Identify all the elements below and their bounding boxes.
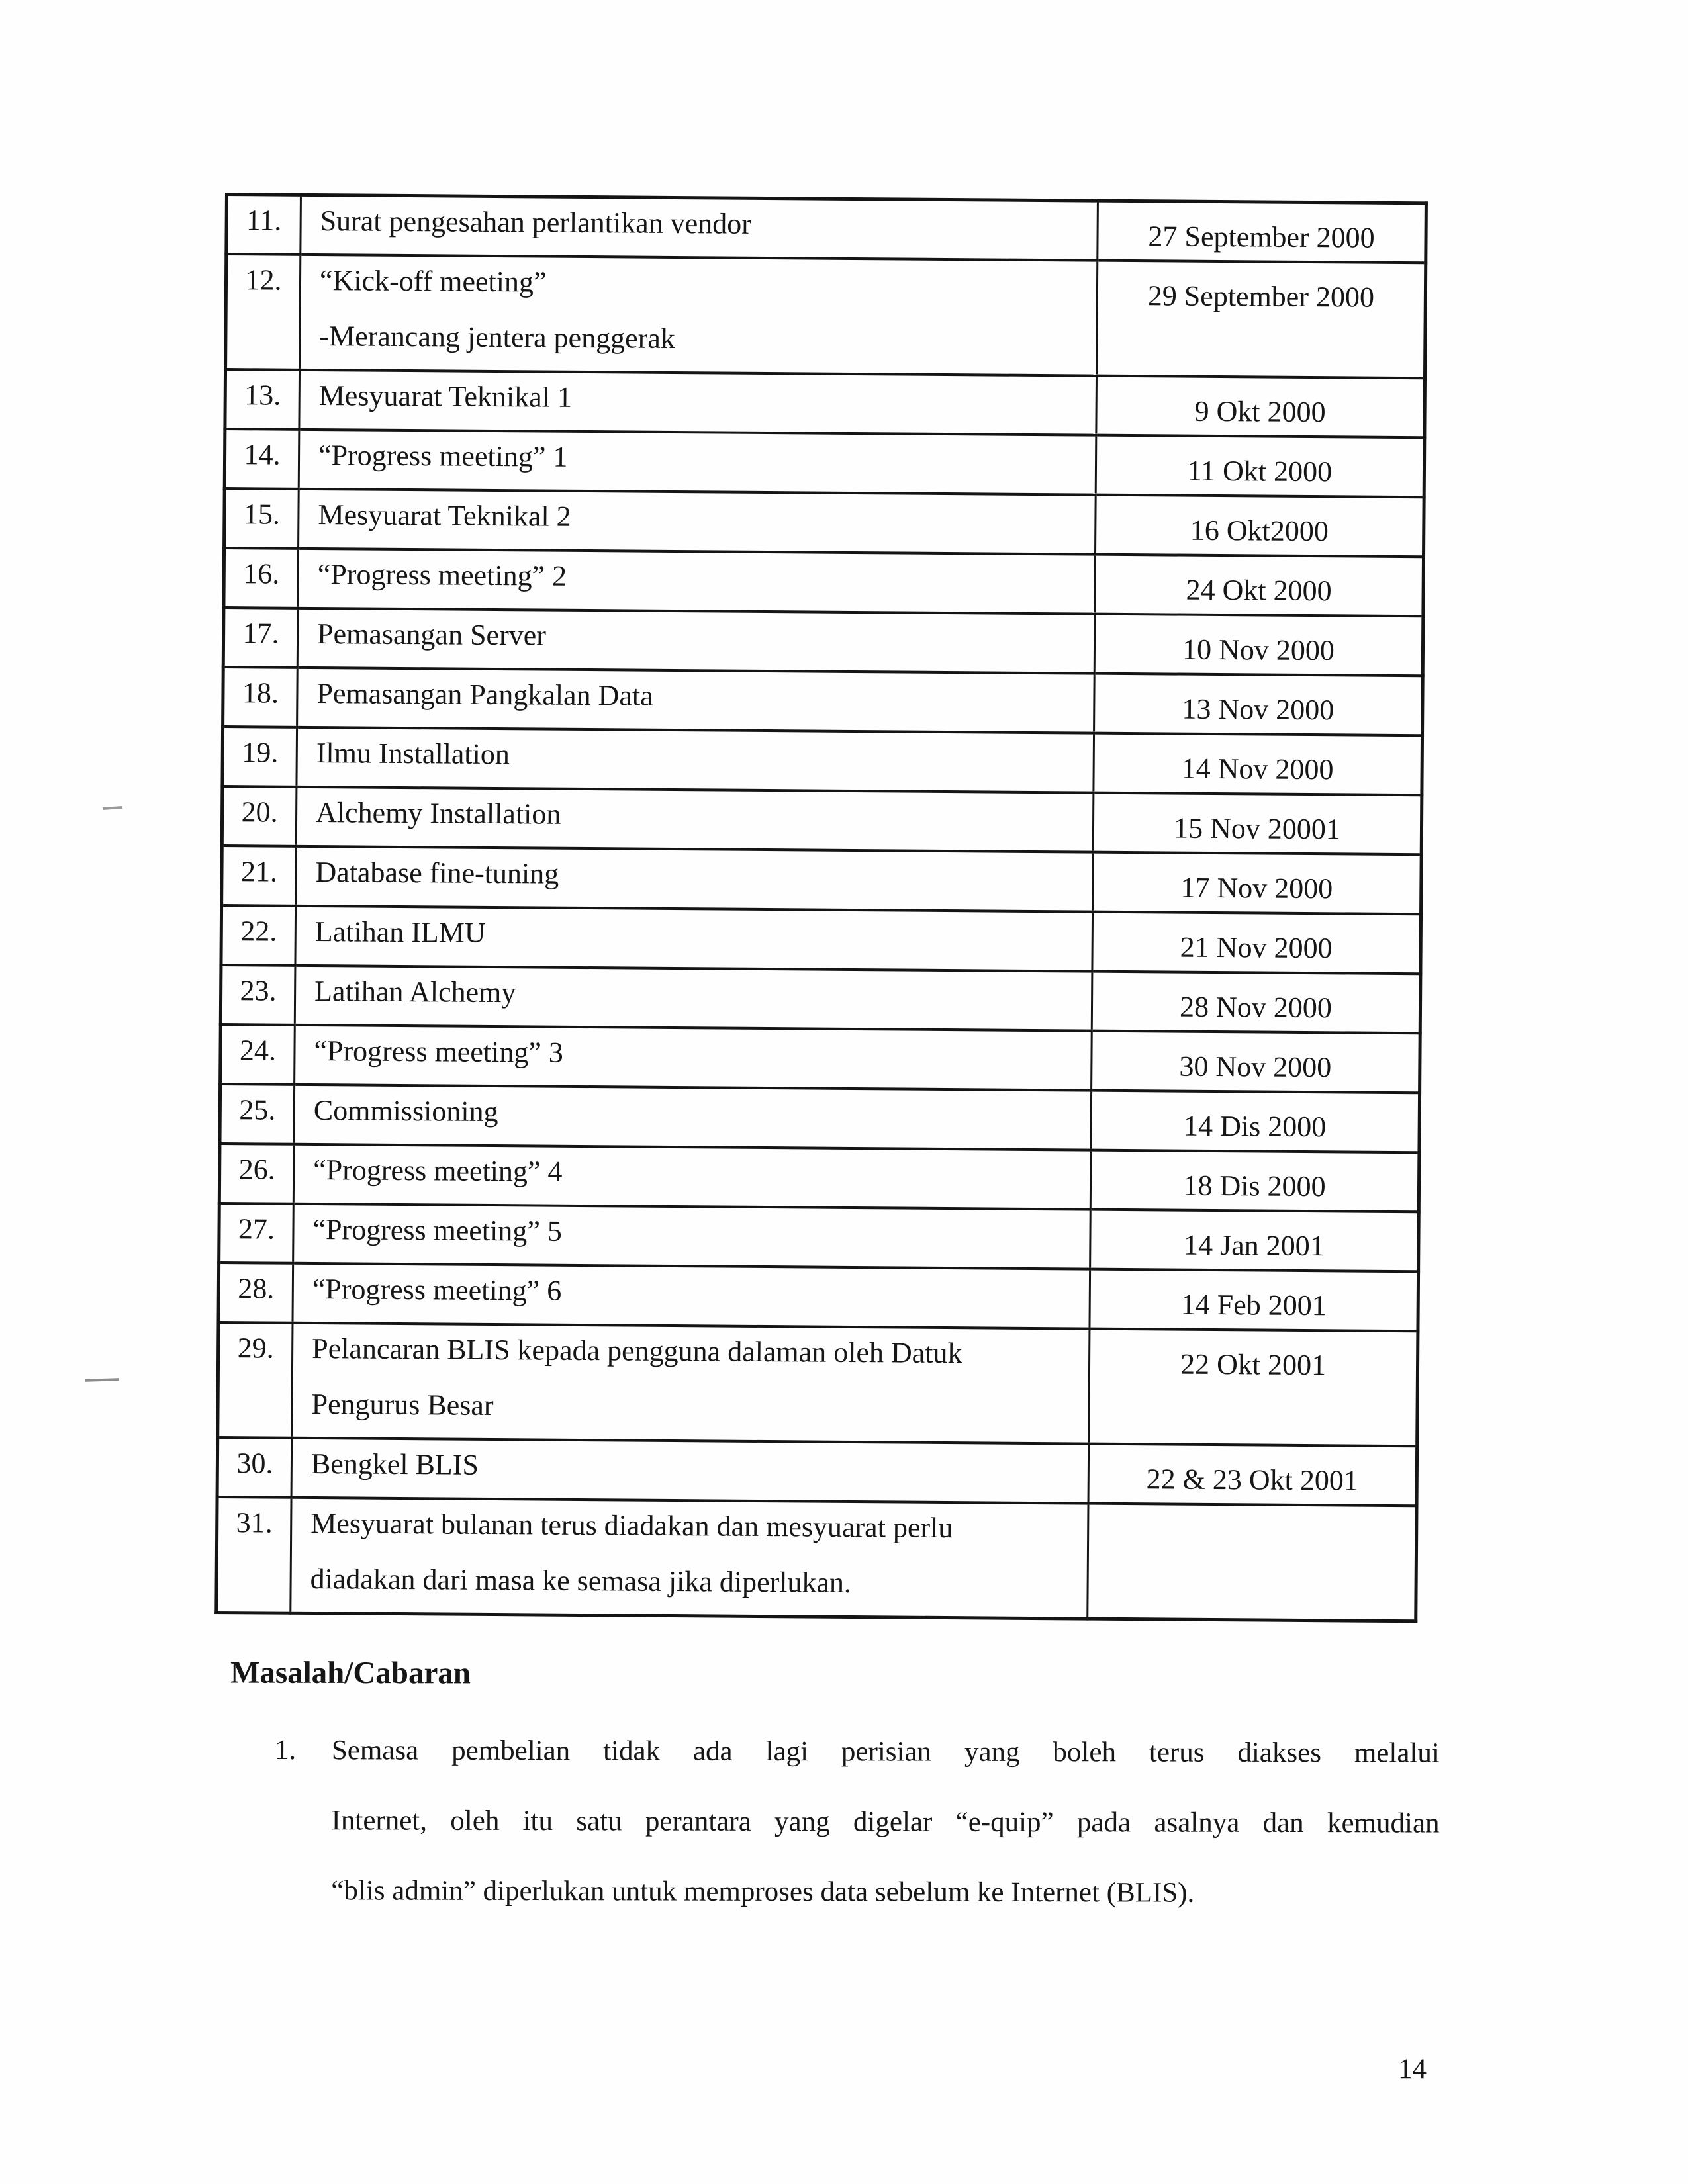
row-description: Pemasangan Server xyxy=(297,608,1095,674)
paragraph-line: Internet, oleh itu satu perantara yang digelar “e-quip” pada asalnya dan kemudian xyxy=(331,1805,1440,1839)
row-description: “Progress meeting” 2 xyxy=(298,549,1096,614)
row-number: 23. xyxy=(220,965,295,1025)
paragraph-line: “blis admin” diperlukan untuk memproses data sebelum ke Internet (BLIS). xyxy=(331,1875,1195,1909)
row-date: 22 & 23 Okt 2001 xyxy=(1088,1444,1417,1506)
row-date: 29 September 2000 xyxy=(1097,261,1426,379)
row-description: Mesyuarat Teknikal 2 xyxy=(299,489,1096,555)
row-number: 16. xyxy=(224,548,299,608)
row-description: Latihan Alchemy xyxy=(295,966,1092,1031)
page-number: 14 xyxy=(1398,2054,1427,2085)
table-row xyxy=(222,727,1423,795)
row-description: Ilmu Installation xyxy=(297,727,1094,793)
table-row xyxy=(224,429,1425,497)
table-row xyxy=(225,369,1425,437)
row-number: 24. xyxy=(220,1024,295,1085)
scan-artifact-dash xyxy=(103,806,122,810)
row-number: 25. xyxy=(220,1084,295,1144)
row-date: 10 Nov 2000 xyxy=(1094,614,1423,676)
row-description: “Kick-off meeting” -Merancang jentera penggerak xyxy=(300,255,1098,376)
list-item-number: 1. xyxy=(274,1735,297,1766)
row-number: 15. xyxy=(224,488,299,549)
list-item-text xyxy=(331,1715,1440,1929)
row-description: Bengkel BLIS xyxy=(291,1438,1089,1504)
milestone-table-wrapper xyxy=(214,193,1425,1623)
row-date: 13 Nov 2000 xyxy=(1094,674,1423,736)
row-date: 9 Okt 2000 xyxy=(1096,376,1425,438)
row-description: Commissioning xyxy=(294,1085,1092,1150)
paragraph-line: Semasa pembelian tidak ada lagi perisian yang boleh terus diakses melalui xyxy=(331,1735,1440,1769)
row-description: “Progress meeting” 3 xyxy=(295,1025,1092,1091)
row-date: 11 Okt 2000 xyxy=(1096,435,1425,498)
row-date: 24 Okt 2000 xyxy=(1095,555,1424,617)
row-description: Database fine-tuning xyxy=(296,846,1094,912)
row-date: 16 Okt2000 xyxy=(1096,495,1425,557)
row-description: Pemasangan Pangkalan Data xyxy=(297,668,1095,733)
list-item xyxy=(274,1715,1440,1929)
row-number: 27. xyxy=(219,1203,294,1263)
row-date: 14 Feb 2001 xyxy=(1090,1269,1419,1332)
table-row xyxy=(217,1437,1417,1506)
row-description: Latihan ILMU xyxy=(295,906,1093,972)
row-date: 27 September 2000 xyxy=(1098,201,1427,263)
row-number: 26. xyxy=(219,1144,294,1204)
row-number: 17. xyxy=(223,608,298,668)
row-description: “Progress meeting” 6 xyxy=(293,1263,1090,1329)
row-description: “Progress meeting” 4 xyxy=(293,1144,1091,1210)
table-row xyxy=(224,548,1424,616)
row-number: 18. xyxy=(223,667,298,727)
row-date: 21 Nov 2000 xyxy=(1092,912,1421,974)
section-heading: Masalah/Cabaran xyxy=(230,1655,471,1691)
row-number: 20. xyxy=(222,786,297,846)
row-description: Mesyuarat Teknikal 1 xyxy=(299,370,1097,435)
row-number: 14. xyxy=(224,429,299,489)
row-description: Alchemy Installation xyxy=(296,787,1094,852)
row-description: Pelancaran BLIS kepada pengguna dalaman oleh Datuk Pengurus Besar xyxy=(292,1323,1090,1444)
table-row xyxy=(220,965,1421,1033)
table-row xyxy=(216,1497,1417,1621)
row-number: 12. xyxy=(226,254,301,370)
row-number: 22. xyxy=(221,905,296,966)
row-description: Surat pengesahan perlantikan vendor xyxy=(301,195,1098,260)
table-row xyxy=(218,1263,1419,1331)
row-number: 19. xyxy=(222,727,297,787)
table-row xyxy=(220,1084,1420,1152)
row-date: 28 Nov 2000 xyxy=(1092,972,1421,1034)
row-number: 11. xyxy=(226,195,301,255)
row-date: 17 Nov 2000 xyxy=(1093,852,1422,915)
table-row xyxy=(223,608,1423,676)
table-row xyxy=(224,488,1425,557)
milestone-table xyxy=(214,193,1428,1623)
table-row xyxy=(220,1024,1421,1093)
row-number: 31. xyxy=(216,1497,291,1613)
table-row xyxy=(218,1322,1418,1446)
table-row xyxy=(223,667,1423,735)
row-number: 29. xyxy=(218,1322,293,1438)
row-number: 30. xyxy=(217,1437,292,1498)
table-row xyxy=(222,846,1422,914)
row-description: Mesyuarat bulanan terus diadakan dan mesyuarat perlu diadakan dari masa ke semasa jika diperlukan. xyxy=(291,1498,1088,1619)
row-number: 28. xyxy=(218,1263,293,1323)
row-date: 18 Dis 2000 xyxy=(1090,1150,1419,1212)
row-date: 30 Nov 2000 xyxy=(1092,1031,1421,1093)
row-description: “Progress meeting” 1 xyxy=(299,430,1096,495)
row-description: “Progress meeting” 5 xyxy=(293,1204,1091,1269)
scan-artifact-dash xyxy=(85,1378,119,1382)
row-date: 15 Nov 20001 xyxy=(1093,793,1422,855)
row-number: 13. xyxy=(225,369,300,430)
row-date xyxy=(1088,1504,1417,1621)
table-row xyxy=(219,1203,1419,1271)
row-date: 22 Okt 2001 xyxy=(1089,1329,1418,1447)
row-date: 14 Dis 2000 xyxy=(1091,1091,1420,1153)
table-row xyxy=(226,195,1427,263)
row-number: 21. xyxy=(222,846,297,906)
table-row xyxy=(226,254,1426,378)
table-row xyxy=(219,1144,1419,1212)
row-date: 14 Nov 2000 xyxy=(1094,733,1423,796)
table-row xyxy=(221,905,1421,974)
row-date: 14 Jan 2001 xyxy=(1090,1210,1419,1272)
table-row xyxy=(222,786,1422,854)
